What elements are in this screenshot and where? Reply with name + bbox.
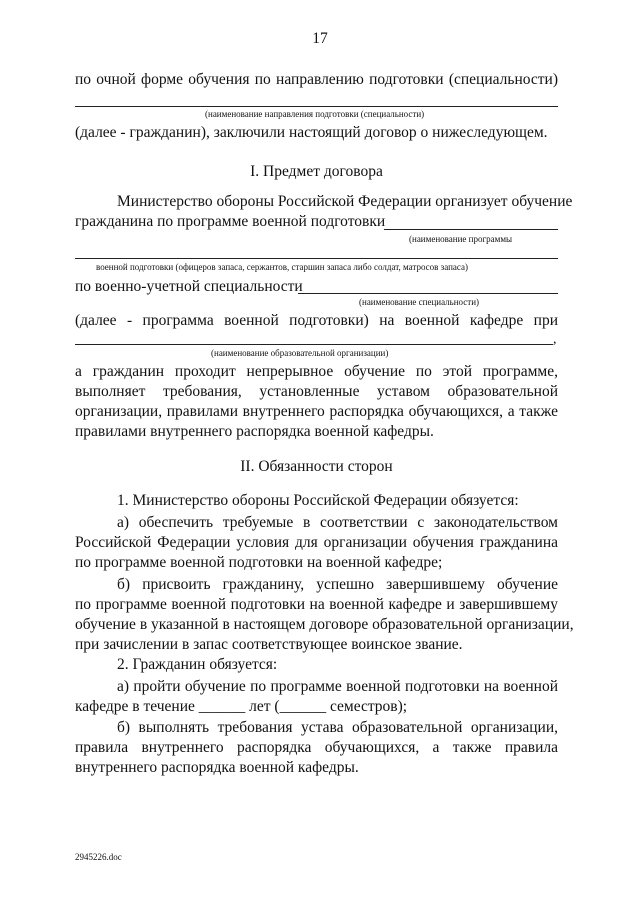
s1-p2-line-3: организации, правилами внутреннего распорядка обучающихся, а также [75,403,558,420]
s1-p1-line-1: Министерство обороны Российской Федерации организует обучение [117,193,573,210]
s2-a-line-3: по программе военной подготовки на военной кафедре; [75,554,443,571]
s2-b-line-3: обучение в указанной в настоящем договоре образовательной организации, [75,616,574,633]
s1-p2-line-4: правилами внутреннего распорядка военной кафедры. [75,423,434,440]
footer-filename: 2945226.doc [75,852,122,862]
page-number: 17 [312,30,328,47]
intro-line-2: (далее - гражданин), заключили настоящий договор о нижеследующем. [75,124,548,141]
comma-mark: , [553,332,557,347]
caption-program: (наименование программы [409,234,513,244]
s2-a-line-2: Российской Федерации условия для организации обучения гражданина [75,534,558,551]
s2-d-line-2: правила внутреннего распорядка обучающихся, а также правила [75,739,558,756]
s1-p2-line-2: выполняет требования, установленные уставом образовательной [75,383,558,400]
s2-c-line-1: а) пройти обучение по программе военной подготовки на военной [117,678,558,695]
s1-vus-line: по военно-учетной специальности [75,278,303,295]
s2-item-2: 2. Гражданин обязуется: [117,656,278,673]
s2-b-line-2: по программе военной подготовки на военной кафедре и завершившему [75,596,558,613]
section-2-title: II. Обязанности сторон [240,458,393,475]
blank-line-vus [298,293,558,294]
caption-vus: (наименование специальности) [359,297,480,307]
s1-p2-line-1: а гражданин проходит непрерывное обучение по этой программе, [75,363,558,380]
caption-program-cont: военной подготовки (офицеров запаса, сержантов, старшин запаса либо солдат, матросов запаса) [96,262,469,272]
blank-line-program [384,229,558,230]
intro-line-1: по очной форме обучения по направлению подготовки (специальности) [75,71,558,88]
s1-dept-line: (далее - программа военной подготовки) на военной кафедре при [75,312,558,329]
s2-a-line-1: а) обеспечить требуемые в соответствии с законодательством [117,514,558,531]
caption-org: (наименование образовательной организации) [211,348,389,358]
caption-specialty: (наименование направления подготовки (специальности) [205,109,425,119]
s1-p1-line-2: гражданина по программе военной подготовки [75,213,386,230]
s2-item-1: 1. Министерство обороны Российской Федерации обязуется: [117,492,519,509]
blank-line-specialty [75,106,558,107]
s2-c-line-2: кафедре в течение ______ лет (______ семестров); [75,698,408,715]
s2-d-line-3: внутреннего распорядка военной кафедры. [75,759,359,776]
section-1-title: I. Предмет договора [250,163,383,180]
blank-line-program-cont [75,258,558,259]
s2-b-line-1: б) присвоить гражданину, успешно завершившему обучение [117,576,558,593]
blank-line-org [75,344,553,345]
s2-b-line-4: при зачислении в запас соответствующее воинское звание. [75,636,463,653]
s2-d-line-1: б) выполнять требования устава образовательной организации, [117,719,558,736]
